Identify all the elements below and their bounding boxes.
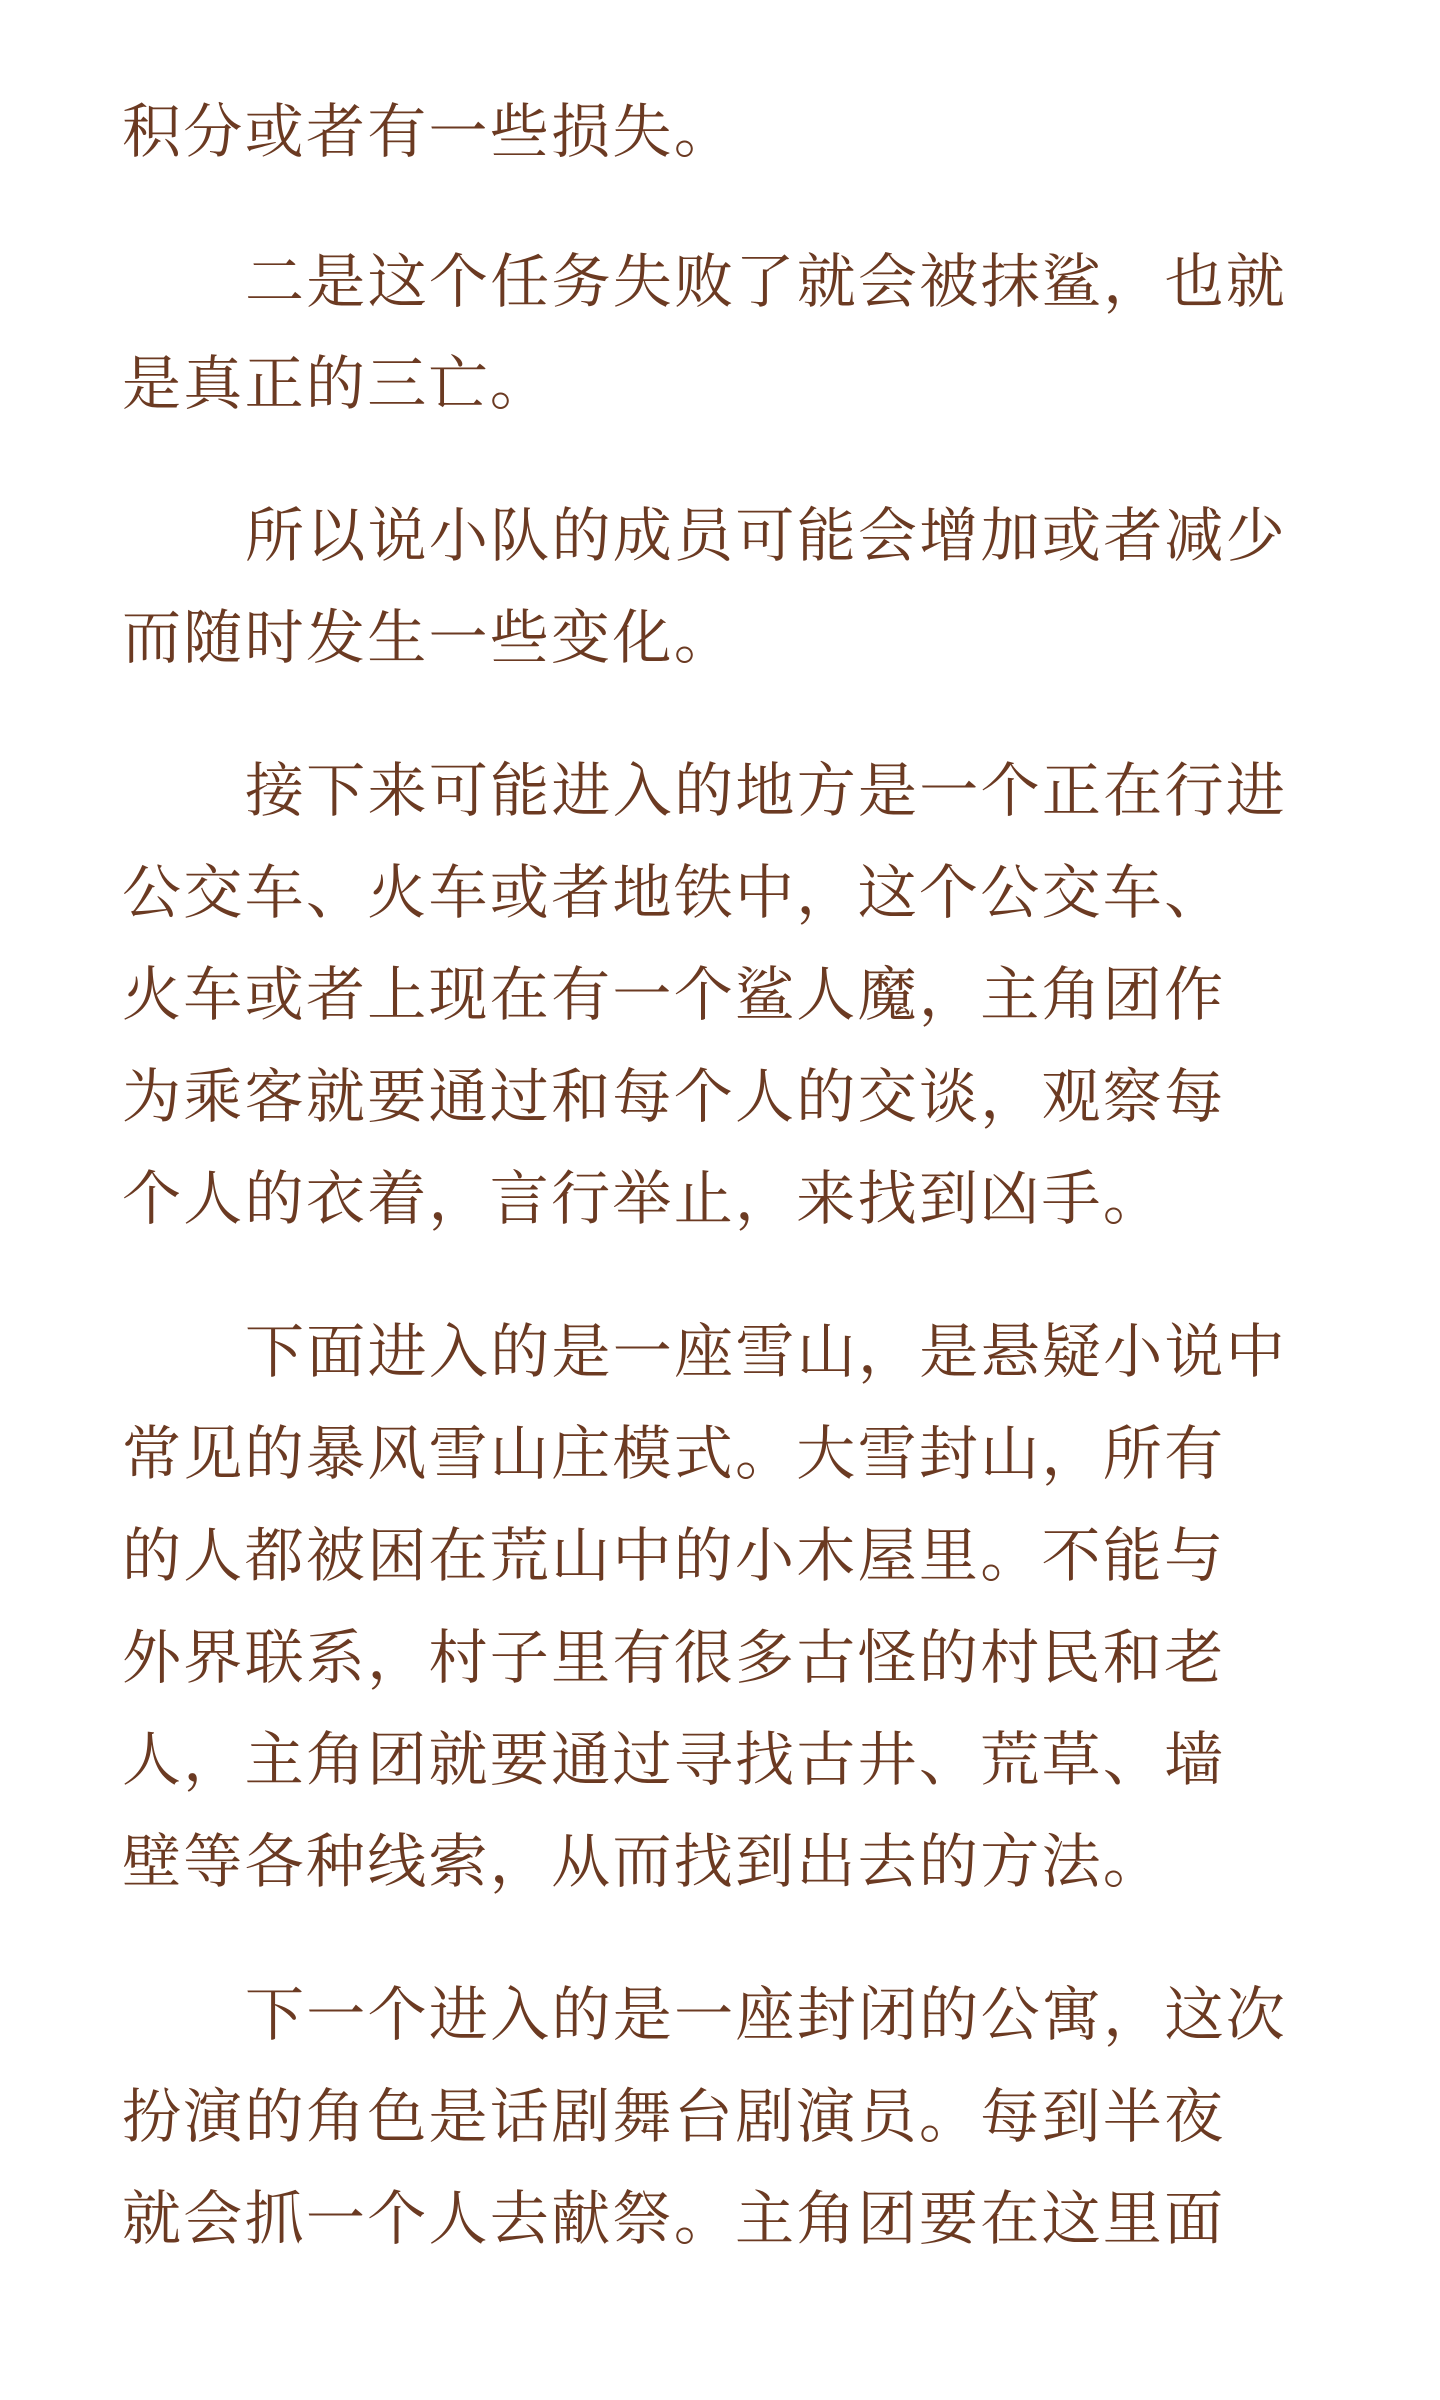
- paragraph-2-line-1: 二是这个任务失败了就会被抹鲨，也就: [245, 247, 1288, 316]
- paragraph-4-line-3: 火车或者上现在有一个鲨人魔，主角团作: [122, 960, 1226, 1029]
- paragraph-6-line-2: 扮演的角色是话剧舞台剧演员。每到半夜: [122, 2082, 1226, 2151]
- paragraph-4-line-4: 为乘客就要通过和每个人的交谈，观察每: [122, 1062, 1226, 1131]
- paragraph-4-line-2: 公交车、火车或者地铁中，这个公交车、: [122, 858, 1226, 927]
- paragraph-6-line-1: 下一个进入的是一座封闭的公寓，这次: [245, 1980, 1288, 2049]
- paragraph-5-line-3: 的人都被困在荒山中的小木屋里。不能与: [122, 1521, 1226, 1590]
- paragraph-5-line-5: 人，主角团就要通过寻找古井、荒草、墙: [122, 1725, 1226, 1794]
- paragraph-5-line-4: 外界联系，村子里有很多古怪的村民和老: [122, 1623, 1226, 1692]
- paragraph-1-line-1: 积分或者有一些损失。: [122, 97, 735, 166]
- paragraph-3-line-1: 所以说小队的成员可能会增加或者减少: [245, 501, 1288, 570]
- paragraph-5-line-6: 壁等各种线索，从而找到出去的方法。: [122, 1827, 1165, 1896]
- paragraph-4-line-1: 接下来可能进入的地方是一个正在行进: [245, 756, 1288, 825]
- paragraph-5-line-1: 下面进入的是一座雪山，是悬疑小说中: [245, 1317, 1288, 1386]
- paragraph-4-line-5: 个人的衣着，言行举止，来找到凶手。: [122, 1164, 1165, 1233]
- paragraph-3-line-2: 而随时发生一些变化。: [122, 603, 735, 672]
- paragraph-5-line-2: 常见的暴风雪山庄模式。大雪封山，所有: [122, 1419, 1226, 1488]
- paragraph-6-line-3: 就会抓一个人去献祭。主角团要在这里面: [122, 2184, 1226, 2253]
- paragraph-2-line-2: 是真正的三亡。: [122, 349, 552, 418]
